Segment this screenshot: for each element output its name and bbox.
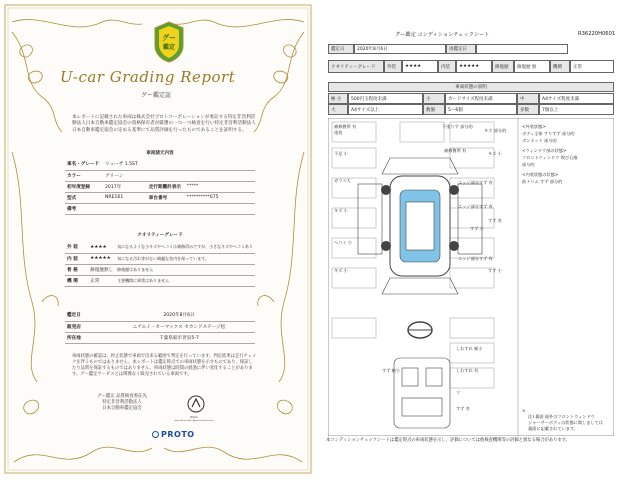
vehicle-spec-table — [65, 159, 255, 215]
spec-key: カラー — [65, 170, 103, 181]
engine-label: 機関 — [550, 60, 570, 73]
appraisal-date: 2020年8月6日 — [103, 310, 255, 321]
car-interior-view-icon — [394, 358, 450, 428]
side-note: 裏面に記載されています。 — [528, 426, 578, 431]
info-key: 鑑定日 — [65, 310, 103, 321]
proto-mark-icon — [152, 431, 159, 438]
damage-label: すず 有 — [488, 218, 502, 223]
certificate-intro-text: 本レポートに記載された車両は株式会社プロトコーポレーションが委託する特定非営利活動法人日本自動車鑑定協会の資格保有者が厳選の一つ一つ検査を行い特定非営利活動法人日本自動車鑑定協会の定める基準にて品質評価を行ったものであることを証明する。 — [72, 115, 256, 133]
repair-history-label: 修復歴 — [492, 60, 514, 73]
certificate-heading: U-car Grading Report — [60, 68, 236, 86]
side-note: フロントウィンドウ 飛び石痕 — [522, 155, 578, 160]
spec-value — [103, 203, 255, 214]
damage-label: キズ 小 — [334, 208, 348, 213]
proto-logo-text: PROTO — [161, 430, 195, 439]
legend-value: 500円玉程度未満 — [348, 93, 423, 104]
side-note: ボディ全体 すりすず 部分的 — [522, 131, 575, 136]
table-row — [65, 192, 255, 203]
legend-key: 中 — [517, 93, 539, 104]
spec-value: リューザ 1.5ST — [103, 159, 255, 170]
grade-stars: 修復歴無し — [88, 264, 115, 275]
damage-label: すず 小 — [488, 268, 502, 273]
damage-label: しわすれ 極小 — [456, 346, 483, 351]
proto-logo — [152, 430, 195, 439]
info-key: 販売店 — [65, 321, 103, 332]
grade-key: 外 装 — [65, 242, 88, 253]
quality-grade-table — [65, 242, 255, 287]
damage-label: しわすれ 有 — [456, 368, 479, 373]
spec-value: ***** — [185, 181, 255, 192]
table-row — [65, 203, 255, 214]
spec-value: **********075 — [185, 192, 255, 203]
interior-stars: ★★★★★ — [456, 60, 492, 73]
spec-key: 走行距離計表示 — [147, 181, 185, 192]
vehicle-damage-diagram — [328, 118, 614, 436]
info-key: 所在地 — [65, 332, 103, 343]
spec-value: NRE161 — [103, 192, 147, 203]
sheet-disclaimer: 本コンディションチェックシートは鑑定時点の車両状態を示し、評価については他検査機関等の評価と異なる場合があります。 — [326, 438, 570, 443]
damage-label: すず 有 — [456, 406, 470, 411]
side-note: ボンネット 部分的 — [522, 138, 557, 143]
goo-appraisal-badge-icon — [152, 20, 186, 64]
legend-title: 車両状態の説明 — [328, 82, 614, 92]
side-note-header: <内装状態の状態> — [522, 172, 559, 177]
date-label: 鑑定日 — [328, 44, 354, 54]
grade-key: 内 装 — [65, 253, 88, 264]
table-row — [65, 253, 255, 264]
sheet-doc-number: R36220H0601 — [578, 31, 616, 37]
damage-label: キズ 部分的 — [484, 128, 507, 133]
spec-value: 2017年 — [103, 181, 147, 192]
side-note-header: <外装状態> — [522, 124, 546, 129]
repair-history-value: 修復歴 無 — [514, 60, 550, 73]
reappraisal-value — [476, 44, 568, 54]
quality-label: クオリティーグレード — [328, 60, 384, 73]
spec-key: 備考 — [65, 203, 103, 214]
legend-key: 多数 — [517, 104, 539, 115]
spec-key: 型式 — [65, 192, 103, 203]
sheet-title: グー鑑定 コンディションチェックシート — [395, 32, 490, 38]
side-note: 部分的 — [522, 162, 535, 167]
appraiser-signature: グー鑑定 品質検査委託先 特定非営利活動法人 日本自動車鑑定協会 — [97, 394, 147, 411]
damage-label: エッジ部分すず 有 — [458, 204, 493, 209]
car-top-view-icon — [358, 158, 482, 294]
vehicle-section-title: 車両諸元内容 — [146, 151, 174, 156]
side-note: × — [522, 408, 526, 413]
legend-value: カードサイズ程度未満 — [445, 93, 517, 104]
shop-name: ニチエイ・カーマックス セカンドステージ松 — [103, 321, 255, 332]
legend-value: 7個以上 — [539, 104, 614, 115]
legend-key: 極 小 — [328, 93, 348, 104]
damage-label: 補修箇所 有 塗装 — [334, 124, 357, 135]
exterior-stars: ★★★★ — [402, 60, 438, 73]
certificate-disclaimer: 車両状態の確認は、停止状態で車両で出来る範囲で判定を行っています。判定結果は走行チェックを伴うものではありません。本レポートは鑑定時点での車両状態を示すものであり、保証したり品質を保証するものではありません。車両状態は時間の経過に伴い変化することがあります。グー鑑定サービスとは関係なく販売されている車両です。 — [72, 354, 257, 377]
legend-key: 大 — [328, 104, 348, 115]
jmaa-label: JMAA — [190, 415, 198, 419]
spec-key: 初年度登録 — [65, 181, 103, 192]
grade-key: 骨 格 — [65, 264, 88, 275]
grade-comment: 気になるような小キズやヘコミは補修済みですが、小さなキズやヘコミあり — [115, 242, 255, 253]
damage-label: ガラス大 — [334, 178, 351, 183]
table-row — [65, 275, 255, 286]
grade-comment: 気になる汚れ等がない綺麗な室内を保っています。 — [115, 253, 255, 264]
legend-value: A4サイズ以上 — [348, 104, 423, 115]
table-row — [65, 321, 255, 332]
engine-value: 正常 — [570, 60, 614, 73]
legend-key: 数個 — [423, 104, 445, 115]
certificate-subheading: グー鑑定証 — [140, 92, 171, 99]
side-note: シャーサーボディの状態に関しましては — [528, 420, 603, 425]
svg-text:鑑定: 鑑定 — [162, 44, 176, 51]
grade-stars: ★★★★★ — [88, 253, 115, 264]
damage-label: 補修箇所 有 — [444, 148, 467, 153]
legend-key: 小 — [423, 93, 445, 104]
grade-comment: 修復歴はありません — [115, 264, 255, 275]
spec-key: 車名・グレード — [65, 159, 103, 170]
quality-section-title: クオリティーグレード — [137, 233, 183, 238]
steering-wheel-icon — [408, 322, 432, 338]
table-row — [65, 170, 255, 181]
damage-label: ツ — [456, 390, 461, 395]
damage-label: 不足 小 — [334, 151, 348, 156]
appraisal-info-table — [65, 310, 255, 344]
damage-label: キズ 小 — [334, 268, 348, 273]
grading-certificate — [2, 2, 314, 476]
damage-label: キズ 小 — [488, 151, 502, 156]
damage-label: すず 極小 — [382, 368, 401, 373]
table-row — [65, 264, 255, 275]
damage-label: エッジ部分すず 有 — [458, 180, 493, 185]
interior-label: 内装 — [438, 60, 456, 73]
grade-comment: 主要機関に異常はありません — [115, 275, 255, 286]
damage-label: エッジ部分すず 有 — [458, 256, 493, 261]
spec-value: グリーン — [103, 170, 255, 181]
spec-key: 車台番号 — [147, 192, 185, 203]
grade-stars: ★★★★ — [88, 242, 115, 253]
table-row — [65, 159, 255, 170]
side-note-header: <ウィンドウ部の状態> — [522, 148, 567, 153]
grade-key: 機 関 — [65, 275, 88, 286]
reappraisal-label: 再鑑定日 — [446, 44, 476, 54]
jmaa-sublabel: Japan Automobile Appraisal Association — [174, 420, 214, 422]
legend-value: 5〜6個 — [445, 104, 517, 115]
damage-label: ヘコミ 小 — [334, 240, 353, 245]
exterior-label: 外装 — [384, 60, 402, 73]
shop-location: 千葉県船市習泉5-7 — [103, 332, 255, 343]
side-note: 注) 裏面 現外のフロントウィンドウ — [528, 414, 595, 419]
grade-stars: 正常 — [88, 275, 115, 286]
legend-value: A4サイズ程度未満 — [539, 93, 614, 104]
jmaa-logo-icon — [186, 394, 206, 414]
table-row — [65, 242, 255, 253]
table-row — [65, 332, 255, 343]
svg-text:グー: グー — [162, 34, 176, 42]
table-row — [65, 310, 255, 321]
date-value: 2020年8月6日 — [354, 44, 446, 54]
side-note: 前トリム すず 部分的 — [522, 179, 563, 184]
damage-label: 下塗りず 部分的 — [442, 124, 473, 129]
table-row — [65, 181, 255, 192]
damage-label: すず 小 — [470, 226, 484, 231]
